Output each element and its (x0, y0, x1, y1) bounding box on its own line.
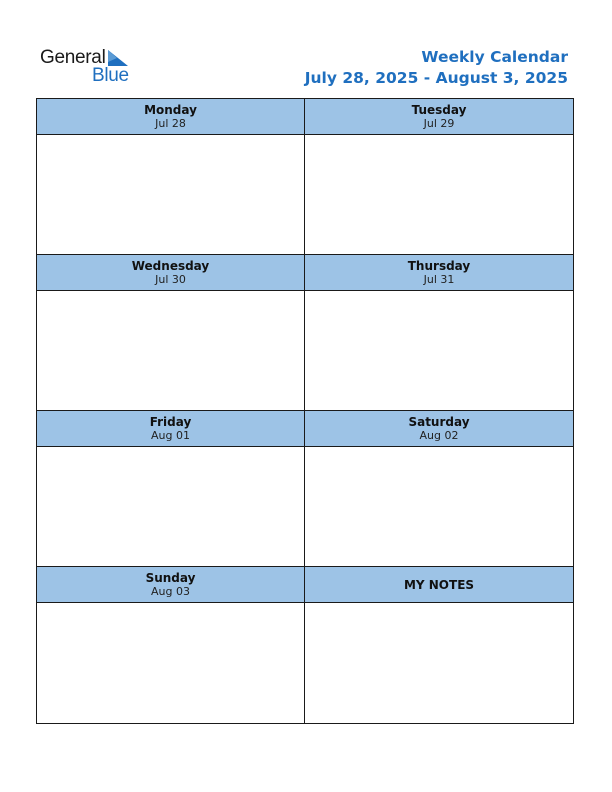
day-date: Aug 02 (419, 429, 459, 442)
day-writing-area[interactable] (37, 447, 304, 566)
calendar-header (305, 47, 568, 88)
day-date: Jul 30 (155, 273, 186, 286)
day-date: Jul 29 (423, 117, 455, 130)
day-header (37, 255, 304, 291)
page-title: Weekly Calendar (421, 48, 568, 66)
day-writing-area[interactable] (37, 291, 304, 410)
notes-label: MY NOTES (403, 577, 475, 592)
day-name: Friday (149, 415, 192, 429)
day-date: Aug 03 (151, 585, 190, 598)
day-name: Saturday (408, 415, 470, 429)
day-name: Wednesday (131, 259, 210, 273)
day-cell-sunday (37, 567, 305, 723)
logo-text-blue: Blue (92, 65, 129, 86)
day-name: Monday (144, 103, 197, 117)
day-header (305, 411, 573, 447)
day-writing-area[interactable] (37, 603, 304, 723)
day-cell-thursday (305, 255, 573, 411)
day-cell-tuesday (305, 99, 573, 255)
notes-writing-area[interactable] (305, 603, 573, 723)
day-cell-wednesday (37, 255, 305, 411)
day-header (305, 255, 573, 291)
day-name: Sunday (145, 571, 196, 585)
brand-logo (40, 47, 140, 87)
day-header (37, 411, 304, 447)
day-header (37, 567, 304, 603)
weekly-grid (36, 98, 574, 724)
day-header (37, 99, 304, 135)
date-range: July 28, 2025 - August 3, 2025 (304, 69, 568, 87)
day-name: Thursday (407, 259, 471, 273)
day-date: Jul 31 (423, 273, 455, 286)
day-date: Aug 01 (151, 429, 190, 442)
day-writing-area[interactable] (37, 135, 304, 254)
day-name: Tuesday (411, 103, 467, 117)
notes-cell (305, 567, 573, 723)
day-header (305, 99, 573, 135)
day-cell-monday (37, 99, 305, 255)
logo-text-general: General (40, 47, 106, 68)
blue-triangle-flag-icon (108, 50, 128, 66)
day-cell-friday (37, 411, 305, 567)
notes-header (305, 567, 573, 603)
day-date: Jul 28 (155, 117, 186, 130)
day-writing-area[interactable] (305, 135, 573, 254)
day-writing-area[interactable] (305, 291, 573, 410)
day-writing-area[interactable] (305, 447, 573, 566)
day-cell-saturday (305, 411, 573, 567)
